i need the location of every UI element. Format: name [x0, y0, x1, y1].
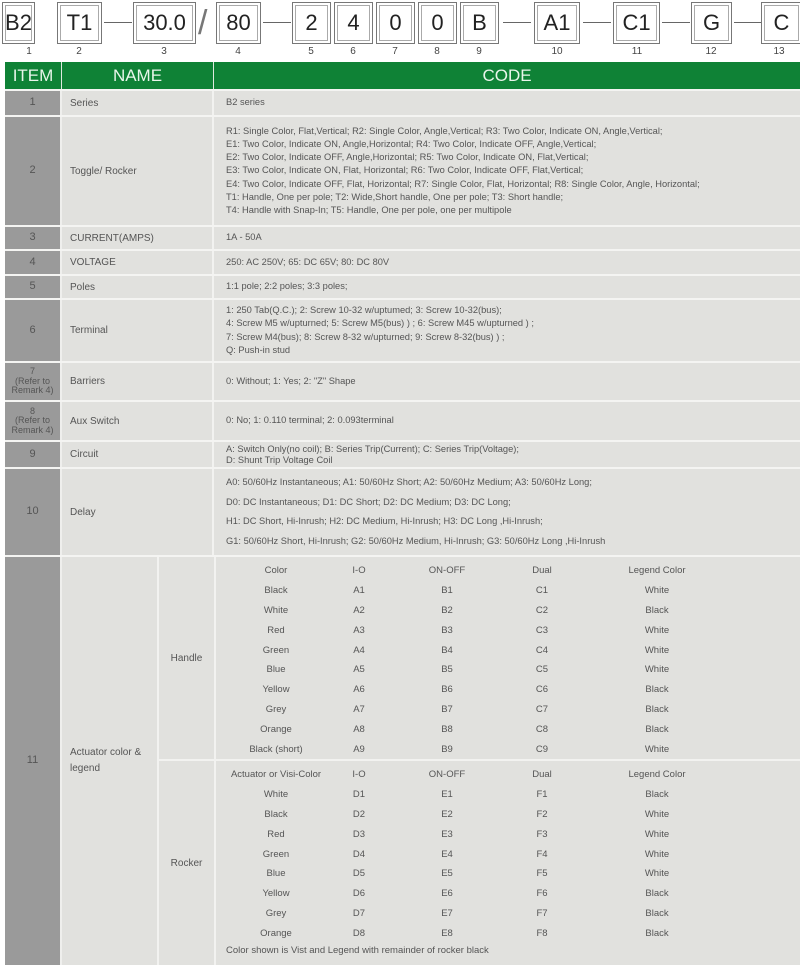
item-name: Actuator color & legend — [62, 557, 159, 965]
cell: Blue — [266, 664, 286, 676]
col-color: Color — [264, 565, 288, 577]
col-on-off: ON-OFF — [428, 769, 466, 781]
cell: White — [644, 848, 670, 860]
cell: E2 — [441, 808, 453, 820]
table-row — [5, 361, 800, 400]
table-row — [5, 274, 800, 298]
cell: Blue — [266, 868, 286, 880]
position-number: 9 — [476, 46, 482, 57]
cell: F5 — [536, 868, 548, 880]
rocker-header-row — [216, 765, 800, 785]
col-actuator-color: Actuator or Visi-Color — [230, 769, 322, 781]
cell: Yellow — [262, 888, 290, 900]
cell: E8 — [441, 927, 453, 939]
item-number: 10 — [5, 469, 62, 555]
cell: White — [644, 585, 670, 597]
header-code: CODE — [482, 65, 532, 85]
cell: B2 — [441, 604, 453, 616]
cell: E7 — [441, 907, 453, 919]
cell: F6 — [536, 888, 548, 900]
handle-row — [216, 719, 800, 739]
cell: B5 — [441, 664, 453, 676]
rocker-section — [159, 759, 800, 965]
cell: E3 — [441, 828, 453, 840]
cell: E4 — [441, 848, 453, 860]
col-legend-color: Legend Color — [628, 565, 686, 577]
cell: D4 — [352, 848, 366, 860]
cell: White — [263, 604, 289, 616]
item-number: 2 — [5, 117, 62, 225]
ordering-code-table — [5, 62, 800, 965]
cell: Orange — [260, 723, 292, 735]
code-box-5: 2 — [292, 2, 331, 44]
handle-label: Handle — [159, 557, 216, 759]
dash-separator — [662, 22, 690, 23]
cell: Black — [645, 789, 669, 801]
cell: White — [644, 743, 670, 755]
handle-row — [216, 700, 800, 720]
cell: White — [644, 828, 670, 840]
item-name: Poles — [62, 276, 214, 298]
position-number: 6 — [350, 46, 356, 57]
item-name: Aux Switch — [62, 402, 214, 440]
cell: Red — [267, 828, 285, 840]
item-name: Circuit — [62, 442, 214, 467]
item-code — [214, 300, 800, 361]
handle-row — [216, 660, 800, 680]
cell: Grey — [265, 703, 287, 715]
cell: Green — [262, 848, 290, 860]
table-row — [5, 400, 800, 440]
cell: C9 — [535, 743, 549, 755]
position-number: 2 — [76, 46, 82, 57]
cell: A2 — [353, 604, 365, 616]
cell: A1 — [353, 585, 365, 597]
table-row — [5, 298, 800, 361]
code-line: 250: AC 250V; 65: DC 65V; 80: DC 80V — [226, 256, 390, 267]
code-line: D: Shunt Trip Voltage Coil — [226, 454, 333, 465]
cell: Red — [267, 624, 285, 636]
cell: Black (short) — [249, 743, 303, 755]
cell: Black — [264, 808, 288, 820]
cell: D1 — [352, 789, 366, 801]
position-number: 10 — [551, 46, 563, 57]
cell: Black — [645, 907, 669, 919]
cell: F8 — [536, 927, 548, 939]
code-box-6: 4 — [334, 2, 373, 44]
cell: Green — [262, 644, 290, 656]
code-line: 4: Screw M5 w/upturned; 5: Screw M5(bus) ) ; 6: Screw M45 w/upturned ) ; — [226, 318, 534, 329]
position-number: 4 — [235, 46, 241, 57]
col-io: I-O — [352, 565, 366, 577]
item-number-value: 7 — [29, 366, 35, 377]
handle-row — [216, 620, 800, 640]
item-name: Terminal — [62, 300, 214, 361]
item-name: Barriers — [62, 363, 214, 400]
rocker-row — [216, 824, 800, 844]
table-row-actuator-color — [5, 555, 800, 965]
position-number: 1 — [26, 46, 32, 57]
cell: White — [644, 868, 670, 880]
cell: White — [644, 664, 670, 676]
item-number: 1 — [5, 91, 62, 115]
handle-row — [216, 601, 800, 621]
item-number: 3 — [5, 227, 62, 249]
item-name: Toggle/ Rocker — [62, 117, 214, 225]
slash-separator: / — [198, 4, 208, 42]
cell: B7 — [441, 703, 453, 715]
item-code — [214, 117, 800, 225]
code-box-2: T1 — [57, 2, 102, 44]
code-box-4: 80 — [216, 2, 261, 44]
handle-section — [159, 557, 800, 759]
table-row — [5, 225, 800, 249]
cell: C1 — [535, 585, 549, 597]
item-number: 4 — [5, 251, 62, 274]
code-box-11: C1 — [613, 2, 660, 44]
cell: Black — [645, 888, 669, 900]
item-number: 5 — [5, 276, 62, 298]
position-number: 13 — [773, 46, 785, 57]
rocker-grid — [216, 761, 800, 965]
code-box-8: 0 — [418, 2, 457, 44]
item-number-value: 8 — [29, 405, 35, 416]
cell: E1 — [441, 789, 453, 801]
position-number: 5 — [308, 46, 314, 57]
cell: D7 — [352, 907, 366, 919]
item-name: Delay — [62, 469, 214, 555]
cell: A3 — [353, 624, 365, 636]
table-row — [5, 249, 800, 274]
rocker-row — [216, 785, 800, 805]
code-box-12: G — [691, 2, 732, 44]
cell: B8 — [441, 723, 453, 735]
cell: A5 — [353, 664, 365, 676]
cell: B1 — [441, 585, 453, 597]
cell: C4 — [535, 644, 549, 656]
code-line: B2 series — [226, 97, 265, 108]
cell: White — [644, 644, 670, 656]
cell: D5 — [352, 868, 366, 880]
cell: F7 — [536, 907, 548, 919]
item-number: 6 — [5, 300, 62, 361]
position-number: 12 — [705, 46, 717, 57]
cell: B9 — [441, 743, 453, 755]
item-number-note: (Refer to Remark 4) — [11, 375, 54, 396]
cell: White — [644, 624, 670, 636]
dash-separator — [503, 22, 531, 23]
code-line: E1: Two Color, Indicate ON, Angle,Horizontal; R4: Two Color, Indicate OFF, Angle,Vertical; — [226, 138, 597, 149]
cell: E6 — [441, 888, 453, 900]
cell: A8 — [353, 723, 365, 735]
cell: F1 — [536, 789, 548, 801]
code-box-3: 30.0 — [133, 2, 196, 44]
header-item: ITEM — [5, 62, 62, 89]
cell: White — [263, 789, 289, 801]
cell: A4 — [353, 644, 365, 656]
code-box-9: B — [460, 2, 499, 44]
code-line: H1: DC Short, Hi-Inrush; H2: DC Medium, Hi-Inrush; H3: DC Long ,Hi-Inrush; — [226, 516, 543, 526]
actuator-subsections — [159, 557, 800, 965]
code-line: 1: 250 Tab(Q.C.); 2: Screw 10-32 w/uptumed; 3: Screw 10-32(bus); — [226, 305, 502, 316]
cell: A7 — [353, 703, 365, 715]
code-line: R1: Single Color, Flat,Vertical; R2: Single Color, Angle,Vertical; R3: Two Color, Indicate ON, Angle,Vertical; — [226, 125, 663, 136]
rocker-row — [216, 904, 800, 924]
cell: Black — [645, 927, 669, 939]
cell: C2 — [535, 604, 549, 616]
table-header — [5, 62, 800, 89]
item-code — [214, 251, 800, 274]
rocker-row — [216, 864, 800, 884]
rocker-row — [216, 805, 800, 825]
code-line: E3: Two Color, Indicate ON, Flat, Horizontal; R6: Two Color, Indicate OFF, Flat,Vertical; — [226, 165, 584, 176]
cell: White — [644, 808, 670, 820]
cell: E5 — [441, 868, 453, 880]
code-line: 0: No; 1: 0.110 terminal; 2: 0.093terminal — [226, 415, 394, 426]
cell: F4 — [536, 848, 548, 860]
handle-grid — [216, 557, 800, 759]
cell: Grey — [265, 907, 287, 919]
cell: D3 — [352, 828, 366, 840]
header-name: NAME — [62, 62, 214, 89]
cell: Black — [264, 585, 288, 597]
dash-separator — [263, 22, 291, 23]
item-code — [214, 402, 800, 440]
code-box-13: C — [761, 2, 800, 44]
code-line: T4: Handle with Snap-In; T5: Handle, One per pole, one per multipole — [226, 205, 512, 215]
code-line: E4: Two Color, Indicate OFF, Flat, Horizontal; R7: Single Color, Flat, Horizontal; R8: Single Color, Angle, Horizontal; — [226, 178, 700, 189]
rocker-label: Rocker — [159, 761, 216, 965]
code-box-7: 0 — [376, 2, 415, 44]
cell: Black — [645, 604, 669, 616]
cell: Yellow — [262, 684, 290, 696]
cell: B6 — [441, 684, 453, 696]
table-row — [5, 115, 800, 225]
code-line: T1: Handle, One per pole; T2: Wide,Short handle, One per pole; T3: Short handle; — [226, 191, 564, 202]
item-number — [5, 402, 62, 440]
handle-row — [216, 739, 800, 759]
col-on-off: ON-OFF — [428, 565, 466, 577]
cell: C5 — [535, 664, 549, 676]
col-dual: Dual — [532, 565, 552, 577]
item-number — [5, 363, 62, 400]
position-number: 8 — [434, 46, 440, 57]
item-code — [214, 227, 800, 249]
item-number: 11 — [5, 557, 62, 965]
dash-separator — [583, 22, 611, 23]
col-dual: Dual — [532, 769, 552, 781]
item-name: CURRENT(AMPS) — [62, 227, 214, 249]
cell: C8 — [535, 723, 549, 735]
cell: D8 — [352, 927, 366, 939]
code-line: Q: Push-in stud — [226, 344, 291, 355]
cell: C6 — [535, 684, 549, 696]
position-number: 11 — [631, 46, 643, 57]
cell: D6 — [352, 888, 366, 900]
cell: A9 — [353, 743, 365, 755]
handle-header-row — [216, 561, 800, 581]
position-number: 3 — [161, 46, 167, 57]
item-code — [214, 363, 800, 400]
part-number-code — [0, 0, 800, 62]
code-line: A: Switch Only(no coil); B: Series Trip(Current); C: Series Trip(Voltage); — [226, 443, 519, 454]
code-line: G1: 50/60Hz Short, Hi-Inrush; G2: 50/60Hz Medium, Hi-Inrush; G3: 50/60Hz Long ,Hi-Inrush — [226, 535, 606, 546]
item-number-note: (Refer to Remark 4) — [11, 415, 54, 435]
table-row — [5, 440, 800, 467]
cell: C7 — [535, 703, 549, 715]
code-box-10: A1 — [534, 2, 580, 44]
cell: B4 — [441, 644, 453, 656]
item-name: Series — [62, 91, 214, 115]
dash-separator — [734, 22, 762, 23]
item-name: VOLTAGE — [62, 251, 214, 274]
code-line: 1:1 pole; 2:2 poles; 3:3 poles; — [226, 281, 348, 292]
cell: C3 — [535, 624, 549, 636]
code-line: E2: Two Color, Indicate OFF, Angle,Horizontal; R5: Two Color, Indicate ON, Flat,Vertical; — [226, 152, 589, 163]
table-row — [5, 89, 800, 115]
code-box-1: B2 — [2, 2, 35, 44]
cell: D2 — [352, 808, 366, 820]
handle-row — [216, 581, 800, 601]
cell: F2 — [536, 808, 548, 820]
col-io: I-O — [352, 769, 366, 781]
code-line: 0: Without; 1: Yes; 2: "Z" Shape — [226, 375, 356, 386]
rocker-note: Color shown is Vist and Legend with remainder of rocker black — [226, 945, 489, 957]
rocker-row — [216, 923, 800, 943]
rocker-row — [216, 844, 800, 864]
cell: Black — [645, 703, 669, 715]
handle-row — [216, 640, 800, 660]
table-row — [5, 467, 800, 555]
item-code — [214, 469, 800, 555]
item-number: 9 — [5, 442, 62, 467]
cell: Black — [645, 684, 669, 696]
rocker-row — [216, 884, 800, 904]
handle-row — [216, 680, 800, 700]
item-code — [214, 91, 800, 115]
dash-separator — [104, 22, 132, 23]
item-code — [214, 442, 800, 467]
col-legend-color: Legend Color — [628, 769, 686, 781]
item-code — [214, 276, 800, 298]
code-line: D0: DC Instantaneous; D1: DC Short; D2: DC Medium; D3: DC Long; — [226, 496, 511, 507]
code-line: 7: Screw M4(bus); 8: Screw 8-32 w/upturned; 9: Screw 8-32(bus) ) ; — [226, 331, 505, 342]
cell: Orange — [260, 927, 292, 939]
cell: A6 — [353, 684, 365, 696]
cell: F3 — [536, 828, 548, 840]
cell: Black — [645, 723, 669, 735]
code-line: A0: 50/60Hz Instantaneous; A1: 50/60Hz Short; A2: 50/60Hz Medium; A3: 50/60Hz Long; — [226, 477, 592, 487]
cell: B3 — [441, 624, 453, 636]
position-number: 7 — [392, 46, 398, 57]
code-line: 1A - 50A — [226, 232, 262, 243]
